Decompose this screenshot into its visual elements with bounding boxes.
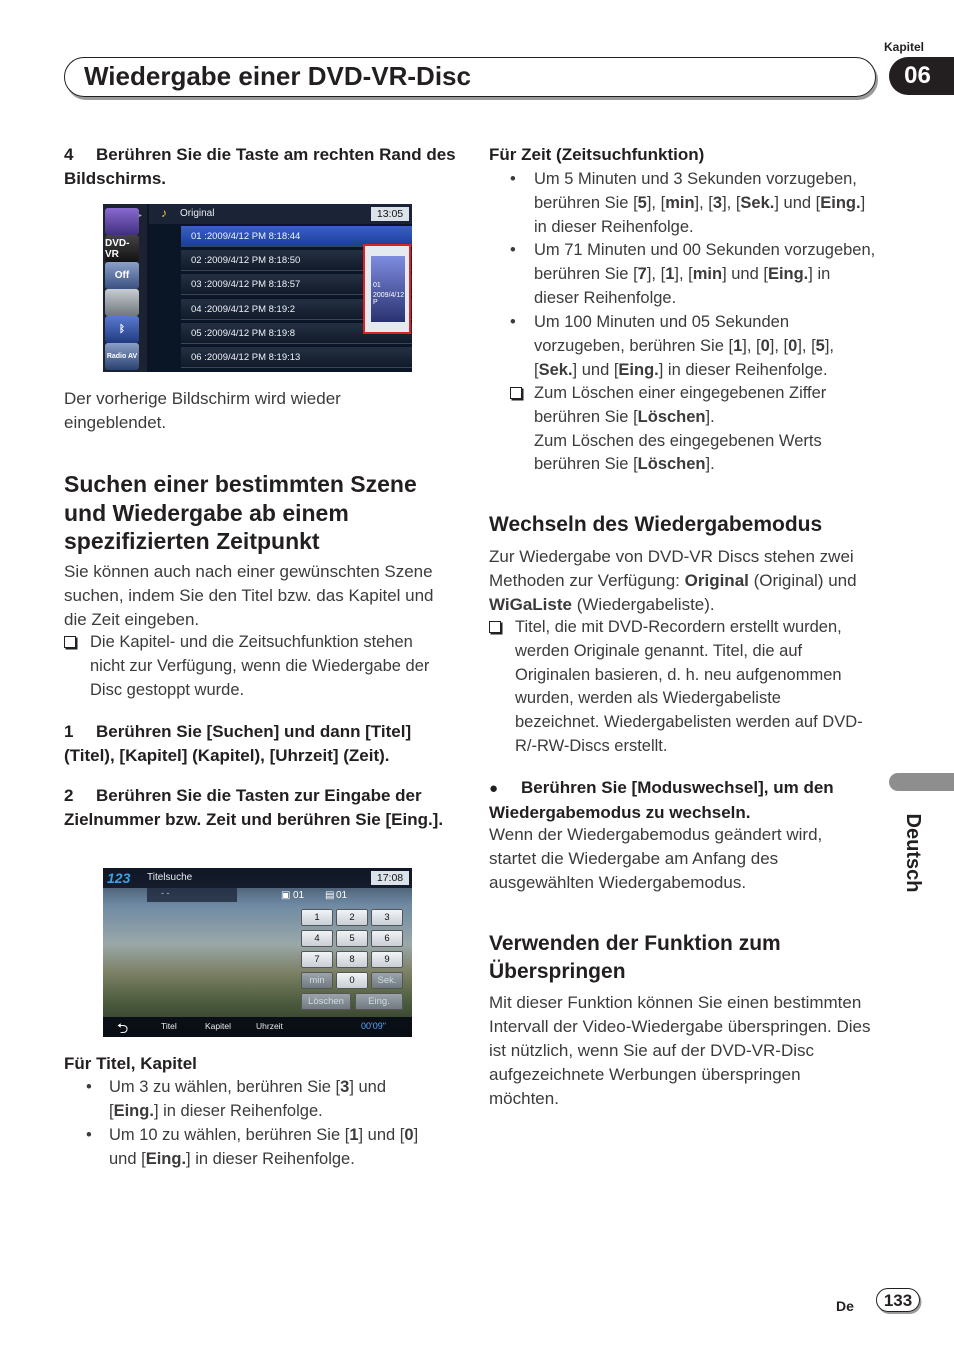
source-tile [105,289,139,316]
bluetooth-icon: ᛒ [105,316,139,343]
skip-heading: Verwenden der Funktion zum Überspringen [489,932,781,983]
page-number: 133 [876,1288,920,1312]
note-box-icon [64,636,76,648]
bullet-text: Um 71 Minuten und 00 Sekunden vorzugeben, berühren Sie [7], [1], [min] und [Eing.] in dieser Reihenfolge. [534,241,876,307]
screenshot-title-search [103,868,412,1037]
screen-title: Original [180,208,215,219]
mode-heading: Wechseln des Wiedergabemodus [489,513,823,536]
step-text: Berühren Sie die Tasten zur Eingabe der Zielnummer bzw. Zeit und berühren Sie [Eing.]. [64,786,444,829]
bullet-dot: • [510,241,516,259]
language-tab-label: Deutsch [902,813,924,893]
source-tile-radio: Radio AV [105,343,139,370]
source-sidebar [103,204,147,372]
bullet-text: Um 10 zu wählen, berühren Sie [1] und [0] und [Eing.] in dieser Reihenfolge. [109,1126,419,1168]
screen-clock: 17:08 [371,871,409,885]
bullet-text: Um 100 Minuten und 05 Sekunden vorzugeben, berühren Sie [1], [0], [0], [5], [Sek.] und [Eing.] in dieser Reihenfolge. [534,313,835,379]
note-text: Die Kapitel- und die Zeitsuchfunktion stehen nicht zur Verfügung, wenn die Wiedergabe der Disc gestoppt wurde. [90,633,430,699]
screen-title: Titelsuche [147,872,193,883]
key-1: 1 [301,909,333,926]
mode-step [489,776,884,825]
chapter-number-badge: 06 [889,57,954,95]
language-code: De [836,1298,854,1314]
title-list-row: 03 :2009/4/12 PM 8:18:57 [181,274,412,295]
title-list-row: 06 :2009/4/12 PM 8:19:13 [181,347,412,368]
bottom-tab-uhrzeit: Uhrzeit [256,1021,283,1031]
step-2 [64,784,456,832]
source-tile [105,208,139,235]
mode-after: Wenn der Wiedergabemodus geändert wird, startet die Wiedergabe am Anfang des ausgewählten Wiedergabemodus. [489,825,823,892]
bottom-tab-kapitel: Kapitel [205,1021,231,1031]
key-7: 7 [301,951,333,968]
title-readout: 01 [293,890,305,901]
chapter-label: Kapitel [884,40,925,54]
subheading-title-chapter: Für Titel, Kapitel [64,1054,197,1073]
thumbnail-number: 01 [373,282,381,289]
key-2: 2 [336,909,368,926]
key-eing: Eing. [355,993,403,1010]
step-number: 1 [64,722,74,741]
bottom-tab-titel: Titel [161,1021,177,1031]
key-5: 5 [336,930,368,947]
bullet-dot: • [510,313,516,331]
preview-thumbnail [363,244,411,334]
key-0: 0 [336,972,368,989]
after-step-4: Der vorherige Bildschirm wird wieder eingeblendet. [64,389,341,432]
chapter-icon: ▤ [325,890,335,901]
key-loeschen: Löschen [301,993,351,1010]
title-list-row: 02 :2009/4/12 PM 8:18:50 [181,250,412,271]
bullet-text: Um 3 zu wählen, berühren Sie [3] und [Eing.] in dieser Reihenfolge. [109,1078,387,1120]
numeric-search-logo: 123 [107,870,131,886]
language-tab-bar [889,773,954,791]
bullet-dot: • [510,170,516,188]
page-title: Wiedergabe einer DVD-VR-Disc [84,61,471,91]
search-input-field: - - [147,888,237,902]
step-number: 2 [64,786,74,805]
step-1 [64,720,456,768]
key-sek: Sek. [371,972,403,989]
step-4 [64,143,456,191]
bullet-text: Um 5 Minuten und 3 Sekunden vorzugeben, berühren Sie [5], [min], [3], [Sek.] und [Eing.] in dieser Reihenfolge. [534,170,866,236]
title-list-row: 01 :2009/4/12 PM 8:18:44 [181,226,412,247]
side-tab-marker: ▸ [139,213,143,219]
chapter-readout: 01 [336,890,348,901]
title-icon: ▣ [281,890,291,901]
key-9: 9 [371,951,403,968]
step-text: Berühren Sie [Suchen] und dann [Titel] (Titel), [Kapitel] (Kapitel), [Uhrzeit] (Zeit). [64,722,412,765]
music-note-icon: ♪ [161,206,167,220]
mode-intro: Zur Wiedergabe von DVD-VR Discs stehen zwei Methoden zur Verfügung: Original (Original) und WiGaListe (Wiedergabeliste). [489,547,857,614]
note-box-icon [510,387,522,399]
note-text: Zum Löschen einer eingegebenen Ziffer berühren Sie [Löschen]. Zum Löschen des eingegebenen Werts berühren Sie [Löschen]. [534,384,827,474]
bullet-dot-icon: ● [489,780,499,797]
step-text: Berühren Sie die Taste am rechten Rand des Bildschirms. [64,145,456,188]
key-min: min [301,972,333,989]
skip-body: Mit dieser Funktion können Sie einen bestimmten Intervall der Video-Wiedergabe überspringen. Dies ist nützlich, wenn Sie auf der DVD-VR-Disc aufgezeichnete Werbungen überspringen möchten. [489,993,871,1108]
note-box-icon [489,621,501,633]
thumbnail-image [371,256,405,322]
subheading-time: Für Zeit (Zeitsuchfunktion) [489,145,705,164]
note-text: Titel, die mit DVD-Recordern erstellt wurden, werden Originale genannt. Titel, die auf Originalen basieren, d. h. neu aufgenommen wurden, werden als Wiedergabeliste bezeichnet. Wiedergabelisten werden auf DVD-R/-RW-Discs erstellt. [515,618,863,755]
bullet-dot: • [86,1126,92,1144]
title-list-row: 05 :2009/4/12 PM 8:19:8 [181,323,412,344]
title-list-row: 04 :2009/4/12 PM 8:19:2 [181,299,412,320]
screen-clock: 13:05 [371,207,409,221]
search-intro: Sie können auch nach einer gewünschten Szene suchen, indem Sie den Titel bzw. das Kapitel und die Zeit eingeben. [64,562,434,629]
section-heading-search: Suchen einer bestimmten Szene und Wiedergabe ab einem spezifizierten Zeitpunkt [64,471,417,554]
screenshot-original-list [103,204,412,372]
elapsed-time: 00'09" [361,1021,386,1031]
source-tile-off: Off [105,262,139,289]
bullet-dot: • [86,1078,92,1096]
step-text: Berühren Sie [Moduswechsel], um den Wiedergabemodus zu wechseln. [489,778,834,822]
key-3: 3 [371,909,403,926]
step-number: 4 [64,145,74,164]
source-tile-dvdvr: DVD-VR [105,235,139,262]
thumbnail-date: 2009/4/12 P [373,292,405,306]
key-8: 8 [336,951,368,968]
back-arrow-icon: ⮌ [117,1020,129,1036]
key-6: 6 [371,930,403,947]
key-4: 4 [301,930,333,947]
